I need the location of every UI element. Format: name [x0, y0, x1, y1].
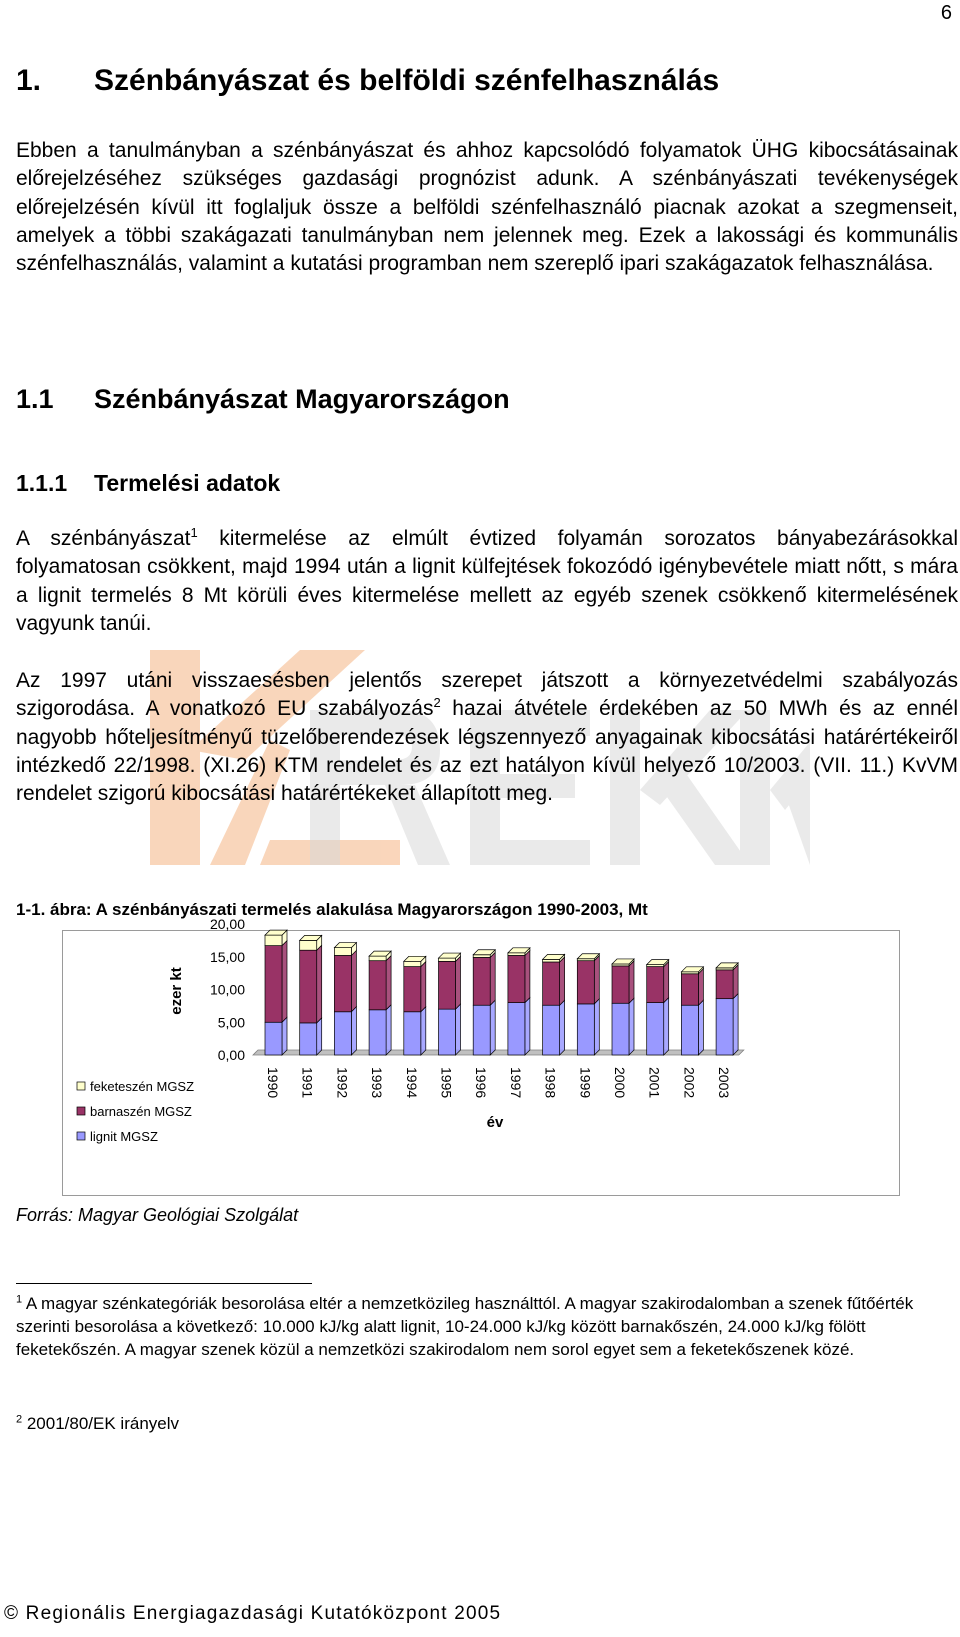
- subsection-number: 1.1: [16, 384, 54, 414]
- bar-segment-side: [698, 1000, 703, 1055]
- bar-segment: [369, 1010, 386, 1055]
- x-tick-label: 1995: [438, 1067, 455, 1099]
- section-title: Szénbányászat és belföldi szénfelhasználás: [94, 64, 720, 97]
- x-tick-label: 1990: [265, 1067, 281, 1099]
- x-tick-label: 1996: [473, 1067, 490, 1099]
- paragraph-text: kitermelése az elmúlt évtized folyamán sorozatos bányabezárásokkal folyamatosan csökkent, majd 1994 után a lignit külfejtések fokozódó igénybevétele miatt nőtt, s mára a lignit termelés 8 Mt körüli éves kitermelése mellett az egyéb szenek csökkenő kitermelésének vagyunk tanúi.: [16, 527, 958, 635]
- bar-segment-side: [490, 952, 495, 1005]
- intro-paragraph-block: [16, 137, 958, 278]
- bar-segment-side: [664, 998, 669, 1055]
- y-tick-label: 0,00: [217, 1047, 245, 1063]
- bar-segment: [404, 967, 421, 1012]
- footnote-ref-2[interactable]: 2: [433, 695, 441, 711]
- bar-segment: [369, 961, 386, 1010]
- bar-segment: [334, 1012, 351, 1055]
- paragraph-text: Az 1997 utáni visszaesésben jelentős szerepet játszott a környezetvédelmi szabályozás szigorodása. A vonatkozó EU szabályozás: [16, 669, 958, 721]
- section-heading-3: [16, 470, 280, 497]
- bar-segment: [369, 956, 386, 961]
- regulation-paragraph-block: [16, 667, 958, 808]
- legend-label: lignit MGSZ: [90, 1129, 158, 1144]
- bar-segment-side: [629, 961, 634, 1003]
- x-tick-label: 1999: [577, 1067, 594, 1099]
- bar-segment: [508, 955, 525, 1002]
- bar-segment-side: [351, 1007, 356, 1055]
- bar-segment: [300, 940, 317, 950]
- bar-segment-side: [698, 969, 703, 1005]
- footnote-separator: [16, 1283, 312, 1284]
- x-tick-label: 1991: [299, 1067, 316, 1099]
- bar-segment: [716, 999, 733, 1055]
- legend-swatch: [77, 1082, 85, 1090]
- legend-swatch: [77, 1132, 85, 1140]
- legend-swatch: [77, 1107, 85, 1115]
- x-tick-label: 1993: [369, 1067, 386, 1099]
- bar-segment-side: [386, 1005, 391, 1055]
- x-tick-label: 1994: [403, 1067, 420, 1099]
- bar-segment: [647, 967, 664, 1003]
- bar-segment: [300, 950, 317, 1023]
- bar-segment: [404, 1012, 421, 1055]
- bar-segment: [334, 955, 351, 1011]
- bar-segment: [681, 1005, 698, 1055]
- bar-segment: [473, 957, 490, 1005]
- x-tick-label: 2003: [716, 1067, 733, 1099]
- bar-segment: [577, 961, 594, 1004]
- bar-segment-side: [733, 994, 738, 1055]
- x-tick-label: 2001: [646, 1067, 663, 1099]
- paragraph-text: hazai átvétele érdekében az 50 MWh és az ennél nagyobb hőteljesítményű tüzelőberendezések légszennyező anyagainak kibocsátási határértékeiről intézkedő 22/1998. (XI.26) KTM rendelet és az ezt hatályon kívül helyező 10/2003. (VII. 11.) KvVM rendelet szigorú kibocsátási határértékeket állapított meg.: [16, 697, 958, 806]
- x-tick-label: 1998: [542, 1067, 559, 1099]
- x-axis-label: év: [486, 1114, 504, 1131]
- y-tick-label: 5,00: [217, 1014, 245, 1031]
- bar-segment-side: [351, 950, 356, 1011]
- bar-segment: [334, 948, 351, 956]
- chart-floor: [253, 1050, 744, 1055]
- intro-paragraph: Ebben a tanulmányban a szénbányászat és ahhoz kapcsolódó folyamatok ÜHG kibocsátásainak előrejelzéséhez szükséges gazdasági prognózist adunk. A szénbányászati tevékenységek előrejelzésén kívül itt foglaljuk össze a belföldi szénfelhasználó piacnak azokat a szegmenseit, amelyek a többi szakágazati tanulmányban nem jelennek meg. Ezek a lakossági és kommunális szénfelhasználás, valamint a kutatási programban nem szereplő ipari szakágazatok felhasználása.: [16, 139, 958, 276]
- production-paragraph-block: [16, 525, 958, 638]
- bar-segment: [300, 1023, 317, 1055]
- bar-segment-side: [664, 962, 669, 1003]
- footnote-mark: 2: [16, 1413, 23, 1426]
- bar-segment-side: [525, 950, 530, 1002]
- footnote-2: [16, 1412, 946, 1435]
- bar-segment: [439, 961, 456, 1009]
- bar-segment-side: [490, 1000, 495, 1055]
- figure-caption: 1-1. ábra: A szénbányászati termelés alakulása Magyarországon 1990-2003, Mt: [16, 900, 648, 919]
- bar-segment: [543, 1005, 560, 1055]
- bar-segment-side: [386, 956, 391, 1010]
- page-footer: © Regionális Energiagazdasági Kutatóközpont 2005: [4, 1603, 502, 1624]
- bar-segment-side: [282, 941, 287, 1023]
- bar-segment-side: [560, 1000, 565, 1055]
- footnote-mark: 1: [16, 1293, 23, 1306]
- section-heading-1: [16, 64, 719, 98]
- section-number: 1.: [16, 64, 42, 97]
- subsubsection-number: 1.1.1: [16, 470, 68, 496]
- bar-segment-side: [629, 998, 634, 1055]
- y-tick-label: 10,00: [209, 981, 245, 998]
- bar-segment-side: [525, 998, 530, 1055]
- bar-segment: [647, 1003, 664, 1055]
- bar-segment: [473, 1005, 490, 1055]
- bar-segment: [404, 961, 421, 966]
- footnote-text: A magyar szénkategóriák besorolása eltér a nemzetközileg használttól. A magyar szakirodalomban a szenek fűtőérték szerinti besorolása a következő: 10.000 kJ/kg alatt lignit, 10-24.000 kJ/kg között barnakőszén, 24.000 kJ/kg fölött feketekőszén. A magyar szenek közül a nemzetközi szakirodalom nem sorol egyet sem a feketekőszenek közé.: [16, 1294, 914, 1359]
- subsection-title: Szénbányászat Magyarországon: [94, 384, 510, 414]
- bar-segment: [716, 970, 733, 999]
- bar-segment: [439, 1009, 456, 1055]
- bar-segment-side: [560, 957, 565, 1005]
- subsubsection-title: Termelési adatok: [94, 470, 281, 496]
- section-heading-2: [16, 384, 510, 415]
- bar-segment: [612, 966, 629, 1003]
- footnote-text: 2001/80/EK irányelv: [22, 1414, 180, 1433]
- x-tick-label: 1992: [334, 1067, 351, 1099]
- bar-segment-side: [456, 956, 461, 1009]
- bar-segment-side: [733, 965, 738, 999]
- bar-segment-side: [317, 1018, 322, 1055]
- bar-segment: [508, 1003, 525, 1055]
- y-tick-label: 20,00: [209, 916, 245, 932]
- x-tick-label: 2002: [681, 1067, 698, 1099]
- y-tick-label: 15,00: [209, 948, 245, 965]
- bar-segment: [543, 962, 560, 1005]
- bar-segment-side: [421, 962, 426, 1012]
- bar-segment: [473, 955, 490, 958]
- bar-segment-side: [421, 1007, 426, 1055]
- bar-segment-side: [594, 999, 599, 1055]
- bar-segment: [681, 974, 698, 1005]
- bar-segment: [577, 1004, 594, 1055]
- footnote-ref-1[interactable]: 1: [190, 525, 198, 540]
- bar-segment: [265, 935, 282, 945]
- figure-source: Forrás: Magyar Geológiai Szolgálat: [16, 1205, 299, 1225]
- y-axis-label: ezer kt: [168, 967, 185, 1015]
- chart-frame: [62, 916, 900, 1196]
- paragraph-text: A szénbányászat: [16, 527, 191, 550]
- legend-label: feketeszén MGSZ: [90, 1079, 195, 1094]
- page-number: 6: [940, 2, 952, 24]
- production-paragraph: [16, 525, 958, 638]
- bar-segment: [612, 1003, 629, 1055]
- bar-segment-side: [317, 945, 322, 1023]
- bar-segment: [543, 959, 560, 962]
- bar-segment: [439, 958, 456, 961]
- footnote-1: [16, 1292, 946, 1361]
- bar-segment: [265, 946, 282, 1023]
- bar-segment: [508, 953, 525, 956]
- regulation-paragraph: [16, 667, 958, 808]
- bar-segment-side: [456, 1004, 461, 1055]
- x-tick-label: 1997: [507, 1067, 524, 1099]
- legend-label: barnaszén MGSZ: [90, 1104, 192, 1119]
- bar-segment-side: [282, 1017, 287, 1055]
- stacked-bar-chart: [63, 916, 899, 1195]
- bar-segment: [265, 1022, 282, 1055]
- x-tick-label: 2000: [612, 1067, 628, 1099]
- bar-segment-side: [594, 956, 599, 1004]
